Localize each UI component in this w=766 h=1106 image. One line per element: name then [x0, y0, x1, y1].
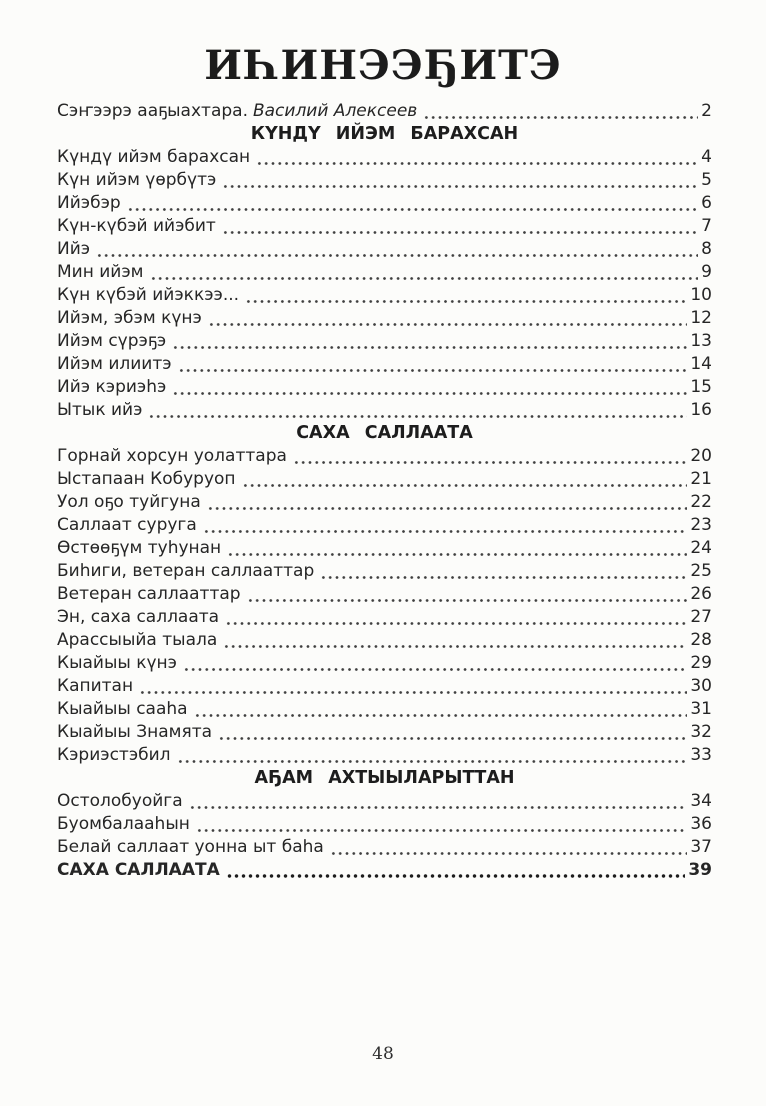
toc-entry: [57, 330, 712, 353]
toc-entry-page: 27: [690, 607, 712, 627]
toc-entry: [57, 744, 712, 767]
toc-entry-page: 31: [690, 699, 712, 719]
toc-entry-label: Сэҥээрэ ааҕыахтара.: [57, 101, 248, 121]
toc-entry: [57, 583, 712, 606]
toc-entry: [57, 675, 712, 698]
dot-leader: [194, 714, 688, 717]
dot-leader: [245, 300, 687, 303]
dot-leader: [330, 852, 688, 855]
toc-entry-preface: [57, 100, 712, 123]
toc-entry-author: Василий Алексеев: [252, 101, 418, 121]
toc-entry-label: Ветеран саллааттар: [57, 584, 241, 604]
toc-entry: [57, 261, 712, 284]
toc-entry-label: Буомбалааһын: [57, 814, 190, 834]
toc-entry-page: 26: [690, 584, 712, 604]
dot-leader: [222, 185, 698, 188]
toc-entry-page: 5: [701, 170, 712, 190]
dot-leader: [227, 553, 687, 556]
toc-entry: [57, 468, 712, 491]
dot-leader: [148, 415, 687, 418]
toc-entry-page: 9: [701, 262, 712, 282]
toc-entry-page: 33: [690, 745, 712, 765]
toc-entry: [57, 399, 712, 422]
toc-entry: [57, 353, 712, 376]
toc-entry-page: 13: [690, 331, 712, 351]
dot-leader: [139, 691, 687, 694]
toc-entry-label: Уол оҕо туйгуна: [57, 492, 201, 512]
dot-leader: [223, 645, 687, 648]
dot-leader: [207, 507, 688, 510]
toc-entry-page: 22: [690, 492, 712, 512]
toc-entry-label: Күндү ийэм барахсан: [57, 147, 251, 167]
toc-entry-emphasized: [57, 859, 712, 882]
toc-entry: [57, 836, 712, 859]
toc-entry-label: Кыайыы сааһа: [57, 699, 188, 719]
toc-entry: [57, 215, 712, 238]
toc-entry-label: Ийэм сүрэҕэ: [57, 331, 167, 351]
dot-leader: [242, 484, 688, 487]
toc-entry-page: 30: [690, 676, 712, 696]
dot-leader: [96, 254, 698, 257]
toc-entry-page: 21: [690, 469, 712, 489]
toc-entry-page: 29: [690, 653, 712, 673]
footer-page-number: 48: [372, 1044, 394, 1064]
toc-entry-page: 16: [690, 400, 712, 420]
toc-entry-label: Мин ийэм: [57, 262, 144, 282]
toc-entry: [57, 537, 712, 560]
toc-entry-label: Арассыыйа тыала: [57, 630, 218, 650]
toc-entry: [57, 813, 712, 836]
toc-entry-page: 36: [690, 814, 712, 834]
toc-entry: [57, 652, 712, 675]
dot-leader: [150, 277, 699, 280]
toc-entry: [57, 238, 712, 261]
toc-entry-page: 8: [701, 239, 712, 259]
toc-entry-label: Күн-күбэй ийэбит: [57, 216, 216, 236]
toc-entry-label: Капитан: [57, 676, 134, 696]
section-heading: САХА САЛЛААТА: [296, 423, 473, 443]
dot-leader: [225, 622, 687, 625]
dot-leader: [189, 806, 688, 809]
dot-leader: [218, 737, 687, 740]
toc-entry: [57, 790, 712, 813]
toc-entry-label: Өстөөҕүм туһунан: [57, 538, 222, 558]
toc-entry-label: Ытык ийэ: [57, 400, 143, 420]
toc-entry: [57, 192, 712, 215]
toc-entry-label: Биһиги, ветеран саллааттар: [57, 561, 315, 581]
toc-entry-page: 2: [701, 101, 712, 121]
toc-entry: [57, 169, 712, 192]
toc-entry: [57, 629, 712, 652]
toc-entry: [57, 606, 712, 629]
section-heading: АҔАМ АХТЫЫЛАРЫТТАН: [254, 768, 515, 788]
toc-entry: [57, 491, 712, 514]
toc-entry: [57, 284, 712, 307]
toc-entry: [57, 445, 712, 468]
toc-entry-page: 7: [701, 216, 712, 236]
toc-entry-label: Ийэбэр: [57, 193, 121, 213]
toc-entry-page: 12: [690, 308, 712, 328]
toc-entry-label: Горнай хорсун уолаттара: [57, 446, 287, 466]
toc-entry-label: Ийэм, эбэм күнэ: [57, 308, 202, 328]
toc-entry: [57, 514, 712, 537]
toc-entry: [57, 721, 712, 744]
toc-entry-label: Остолобуойга: [57, 791, 183, 811]
dot-leader: [177, 760, 688, 763]
dot-leader: [320, 576, 687, 579]
toc-entry: [57, 146, 712, 169]
toc-entry-label: Кэриэстэбил: [57, 745, 171, 765]
toc-entry-label: Кыайыы күнэ: [57, 653, 177, 673]
toc-entry-label: Белай саллаат уонна ыт баһа: [57, 837, 324, 857]
toc-entry: [57, 307, 712, 330]
toc-entry-label: Кыайыы Знамята: [57, 722, 213, 742]
dot-leader: [208, 323, 687, 326]
toc-entry-page: 28: [690, 630, 712, 650]
dot-leader: [178, 369, 688, 372]
page-title: ИҺИНЭЭҔИТЭ: [204, 42, 562, 89]
dot-leader: [423, 116, 698, 119]
toc-entry-page: 34: [690, 791, 712, 811]
toc-entry-page: 20: [690, 446, 712, 466]
table-of-contents: [57, 100, 712, 882]
toc-entry-label: Эн, саха саллаата: [57, 607, 220, 627]
dot-leader: [226, 874, 686, 878]
toc-entry-page: 25: [690, 561, 712, 581]
toc-entry-page: 14: [690, 354, 712, 374]
toc-entry-label: Күн ийэм үөрбүтэ: [57, 170, 217, 190]
toc-entry: [57, 698, 712, 721]
toc-entry-page: 23: [690, 515, 712, 535]
toc-entry-page: 15: [690, 377, 712, 397]
dot-leader: [196, 829, 687, 832]
toc-entry-page: 4: [701, 147, 712, 167]
dot-leader: [183, 668, 687, 671]
toc-entry-label: Ийэм илиитэ: [57, 354, 172, 374]
toc-entry-page: 24: [690, 538, 712, 558]
toc-entry-label: Саллаат суруга: [57, 515, 197, 535]
toc-entry-label: САХА САЛЛААТА: [57, 860, 220, 880]
toc-entry-page: 10: [690, 285, 712, 305]
dot-leader: [222, 231, 698, 234]
toc-entry-page: 39: [688, 860, 712, 880]
toc-entry: [57, 376, 712, 399]
dot-leader: [293, 461, 687, 464]
toc-entry-label: Ийэ: [57, 239, 91, 259]
toc-entry-label: Ийэ кэриэһэ: [57, 377, 167, 397]
dot-leader: [172, 392, 687, 395]
dot-leader: [247, 599, 688, 602]
dot-leader: [203, 530, 688, 533]
toc-entry-label: Ыстапаан Кобуруоп: [57, 469, 236, 489]
toc-entry-page: 37: [690, 837, 712, 857]
dot-leader: [256, 162, 698, 165]
dot-leader: [127, 208, 698, 211]
toc-entry-label: Күн күбэй ийэккээ...: [57, 285, 240, 305]
dot-leader: [172, 346, 687, 349]
toc-entry-page: 6: [701, 193, 712, 213]
toc-entry: [57, 560, 712, 583]
section-heading: КҮНДҮ ИЙЭМ БАРАХСАН: [250, 124, 519, 144]
toc-entry-page: 32: [690, 722, 712, 742]
